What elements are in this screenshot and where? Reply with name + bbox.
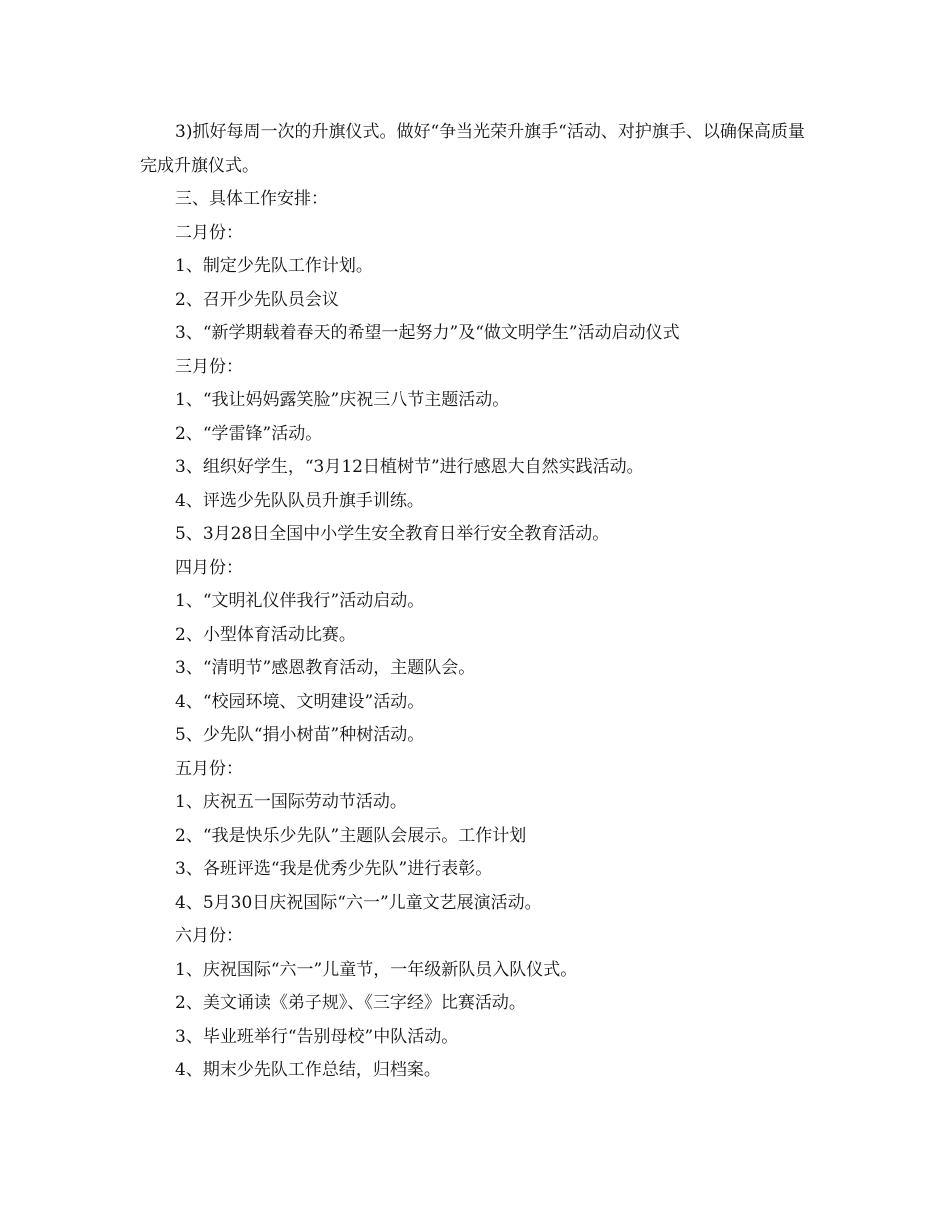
list-item: 2、“我是快乐少先队”主题队会展示。工作计划 bbox=[175, 825, 527, 846]
list-item: 1、“我让妈妈露笑脸”庆祝三八节主题活动。 bbox=[175, 390, 510, 410]
intro-paragraph: 3)抓好每周一次的升旗仪式。做好“争当光荣升旗手“活动、对护旗手、以确保高质量完成升旗仪式。 bbox=[140, 122, 805, 176]
list-item: 2、小型体育活动比赛。 bbox=[175, 624, 356, 645]
month-section-june bbox=[140, 920, 820, 1088]
list-item: 5、少先队“捐小树苗”种树活动。 bbox=[175, 725, 425, 745]
list-item: 5、3月28日全国中小学生安全教育日举行安全教育活动。 bbox=[175, 524, 610, 544]
document-body bbox=[140, 116, 820, 1088]
list-item: 2、召开少先队员会议 bbox=[175, 289, 339, 310]
month-title: 二月份： bbox=[175, 222, 243, 243]
month-title: 五月份： bbox=[175, 758, 243, 779]
month-section-may bbox=[140, 753, 820, 921]
list-item: 2、美文诵读《弟子规》、《三字经》比赛活动。 bbox=[175, 993, 526, 1013]
month-section-february bbox=[140, 217, 820, 351]
list-item: 1、制定少先队工作计划。 bbox=[175, 256, 373, 276]
list-item: 4、评选少先队队员升旗手训练。 bbox=[175, 490, 424, 511]
list-item: 3、各班评选“我是优秀少先队”进行表彰。 bbox=[175, 859, 493, 879]
list-item: 3、“清明节”感恩教育活动，主题队会。 bbox=[175, 658, 476, 678]
month-section-april bbox=[140, 552, 820, 753]
list-item: 1、庆祝五一国际劳动节活动。 bbox=[175, 792, 407, 812]
list-item: 2、“学雷锋”活动。 bbox=[175, 423, 323, 444]
section-heading: 三、具体工作安排： bbox=[175, 189, 328, 209]
list-item: 3、毕业班举行“告别母校”中队活动。 bbox=[175, 1026, 459, 1047]
list-item: 1、庆祝国际“六一”儿童节，一年级新队员入队仪式。 bbox=[175, 959, 578, 980]
list-item: 1、“文明礼仪伴我行”活动启动。 bbox=[175, 591, 425, 611]
month-title: 三月份： bbox=[175, 356, 243, 377]
list-item: 4、“校园环境、文明建设”活动。 bbox=[175, 691, 425, 712]
list-item: 3、“新学期载着春天的希望一起努力”及“做文明学生”活动启动仪式 bbox=[175, 323, 680, 343]
month-title: 六月份： bbox=[175, 926, 243, 946]
list-item: 4、期末少先队工作总结，归档案。 bbox=[175, 1060, 441, 1080]
month-title: 四月份： bbox=[175, 557, 243, 578]
list-item: 4、5月30日庆祝国际“六一”儿童文艺展演活动。 bbox=[175, 892, 542, 913]
month-section-march bbox=[140, 351, 820, 552]
list-item: 3、组织好学生，“3月12日植树节”进行感恩大自然实践活动。 bbox=[175, 457, 644, 477]
